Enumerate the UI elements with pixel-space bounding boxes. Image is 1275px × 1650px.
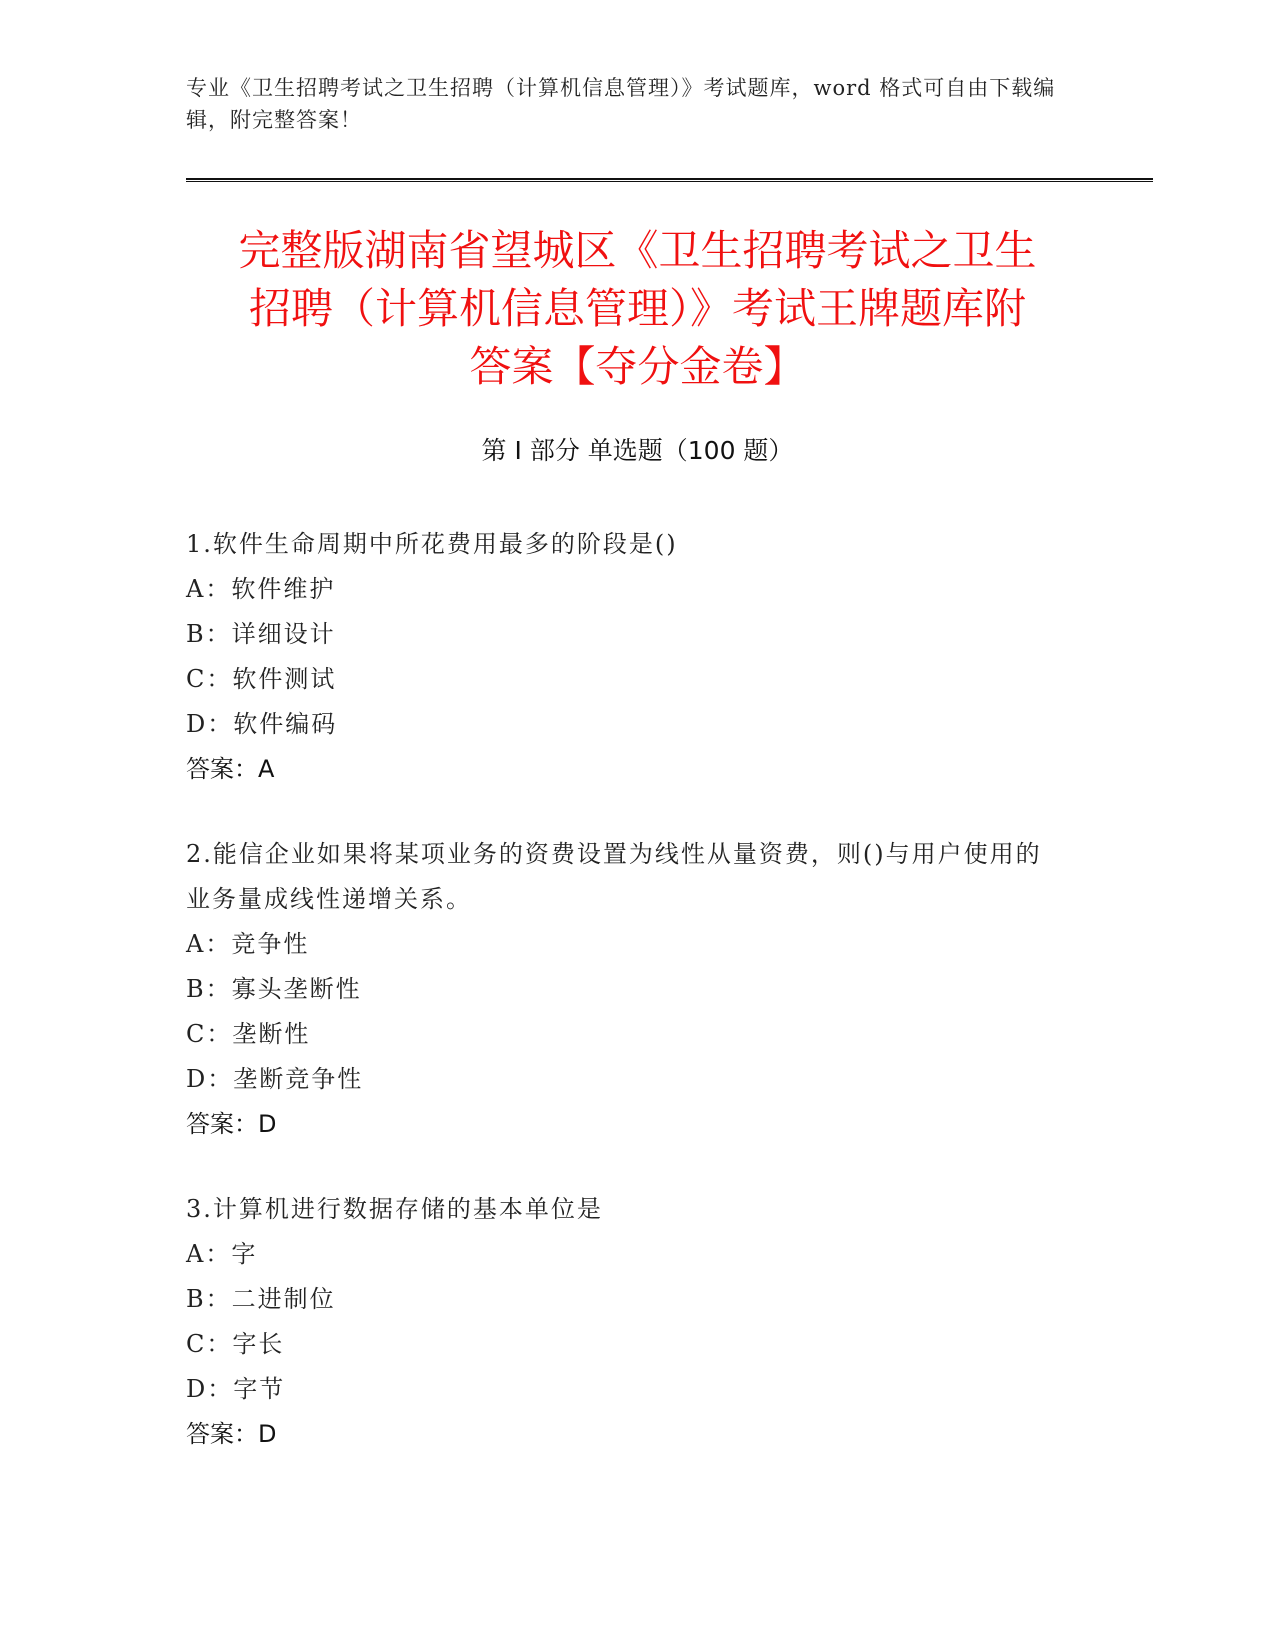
- option-a: [186, 1232, 1066, 1277]
- option-b: [186, 1277, 1066, 1322]
- option-text: 垄断竞争性: [233, 1065, 364, 1093]
- question-3: [186, 1187, 1066, 1457]
- option-a: [186, 922, 1066, 967]
- answer-line: 答案：A: [186, 755, 275, 783]
- option-text: 软件编码: [233, 710, 338, 738]
- option-text: 字长: [232, 1330, 285, 1358]
- option-text: 详细设计: [231, 620, 336, 648]
- option-c: [186, 1012, 1066, 1057]
- option-letter: D：: [186, 710, 234, 738]
- option-b: [186, 967, 1066, 1012]
- option-letter: B：: [186, 620, 232, 648]
- option-letter: D：: [186, 1065, 234, 1093]
- question-stem: 1.软件生命周期中所花费用最多的阶段是(): [186, 530, 678, 558]
- option-c: [186, 1322, 1066, 1367]
- option-letter: A：: [186, 575, 232, 603]
- option-c: [186, 657, 1066, 702]
- option-letter: C：: [186, 1020, 233, 1048]
- answer-line: 答案：D: [186, 1420, 277, 1448]
- document-title-line-3: 答案【夺分金卷】: [469, 342, 806, 391]
- question-stem: 3.计算机进行数据存储的基本单位是: [186, 1195, 603, 1223]
- option-d: [186, 1367, 1066, 1412]
- option-letter: D：: [186, 1375, 234, 1403]
- question-stem: 2.能信企业如果将某项业务的资费设置为线性从量资费，则()与用户使用的业务量成线性递增关系。: [186, 840, 1042, 913]
- option-letter: A：: [186, 930, 232, 958]
- option-d: [186, 1057, 1066, 1102]
- question-1: [186, 522, 1066, 792]
- option-letter: C：: [186, 665, 233, 693]
- option-letter: B：: [186, 975, 232, 1003]
- option-d: [186, 702, 1066, 747]
- option-text: 二进制位: [231, 1285, 336, 1313]
- header-note: 专业《卫生招聘考试之卫生招聘（计算机信息管理）》考试题库，word 格式可自由下载编辑，附完整答案！: [186, 76, 1056, 132]
- option-a: [186, 567, 1066, 612]
- document-title-line-1: 完整版湖南省望城区《卫生招聘考试之卫生: [238, 226, 1037, 275]
- option-text: 字节: [233, 1375, 286, 1403]
- header-divider: [186, 178, 1153, 182]
- option-letter: C：: [186, 1330, 233, 1358]
- document-title-line-2: 招聘（计算机信息管理）》考试王牌题库附: [248, 284, 1026, 333]
- section-heading: 第 I 部分 单选题（100 题）: [481, 436, 794, 465]
- option-b: [186, 612, 1066, 657]
- option-text: 字: [231, 1240, 258, 1268]
- option-text: 竞争性: [231, 930, 310, 958]
- question-list: [186, 522, 1066, 1497]
- option-text: 软件维护: [231, 575, 336, 603]
- option-text: 垄断性: [232, 1020, 311, 1048]
- option-text: 寡头垄断性: [231, 975, 362, 1003]
- document-title: [170, 222, 1105, 396]
- option-letter: A：: [186, 1240, 232, 1268]
- answer-line: 答案：D: [186, 1110, 277, 1138]
- option-letter: B：: [186, 1285, 232, 1313]
- option-text: 软件测试: [232, 665, 337, 693]
- question-2: [186, 832, 1066, 1147]
